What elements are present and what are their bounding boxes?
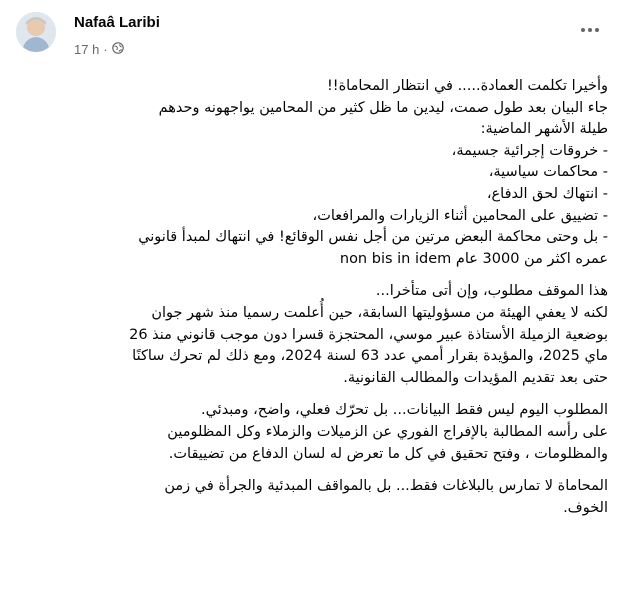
meta-separator: · (103, 42, 108, 57)
paragraph (18, 400, 608, 465)
post-line: - تضييق على المحامين أثناء الزيارات والمرافعات، (312, 207, 608, 224)
post-line: المحاماة لا تمارس بالبلاغات فقط... بل بالمواقف المبدئية والجرأة في زمن (164, 478, 608, 495)
post-line: لكنه لا يعفي الهيئة من مسؤوليتها السابقة، حين أُعلمت رسميا منذ شهر جوان (151, 304, 608, 321)
post-line: - بل وحتى محاكمة البعض مرتين من أجل نفس الوقائع! في انتهاك لمبدأ قانوني (138, 229, 608, 246)
post-meta (74, 42, 124, 57)
author-avatar[interactable] (16, 12, 56, 52)
post-header (0, 0, 622, 68)
post-line: طيلة الأشهر الماضية: (480, 121, 608, 138)
post-line: وأخيرا تكلمت العمادة..... في انتظار المحاماة!! (326, 78, 608, 94)
post-line: - خروقات إجرائية جسيمة، (451, 142, 608, 159)
paragraph (18, 76, 608, 270)
post-line: ماي 2025، والمؤيدة بقرار أممي عدد 63 لسنة 2024، ومع ذلك لم تحرك ساكنًا (132, 348, 608, 365)
paragraph (18, 281, 608, 389)
post-line: على رأسه المطالبة بالإفراج الفوري عن الزميلات والزملاء وكل المظلومين (167, 423, 608, 440)
post-line: هذا الموقف مطلوب، وإن أتى متأخرا... (375, 283, 608, 300)
post-line: عمره اكثر من 3000 عام non bis in idem (339, 250, 608, 267)
globe-icon[interactable] (112, 42, 124, 57)
post-body (18, 76, 608, 519)
post-line: بوضعية الزميلة الأستاذة عبير موسي، المحتجزة قسرا دون موجب قانوني منذ 26 (129, 326, 608, 343)
post-line: - محاكمات سياسية، (488, 164, 608, 181)
post-line: حتى بعد تقديم المؤيدات والمطالب القانونية. (343, 369, 608, 386)
post-time[interactable]: 17 h (74, 42, 100, 57)
post-line: المطلوب اليوم ليس فقط البيانات... بل تحرّك فعلي، واضح، ومبدئي. (200, 402, 608, 419)
post-line: الخوف. (563, 499, 608, 516)
avatar-photo (16, 12, 56, 52)
author-name[interactable]: Nafaâ Laribi (74, 14, 160, 31)
post-line: جاء البيان بعد طول صمت، ليدين ما ظل كثير من المحامين يواجهونه وحدهم (158, 99, 608, 116)
post-line: والمظلومات ، وفتح تحقيق في كل ما تعرض له لسان الدفاع من تضييقات. (168, 445, 608, 462)
post-line: - انتهاك لحق الدفاع، (486, 185, 608, 202)
more-options-icon[interactable] (576, 20, 604, 40)
paragraph (18, 476, 608, 519)
